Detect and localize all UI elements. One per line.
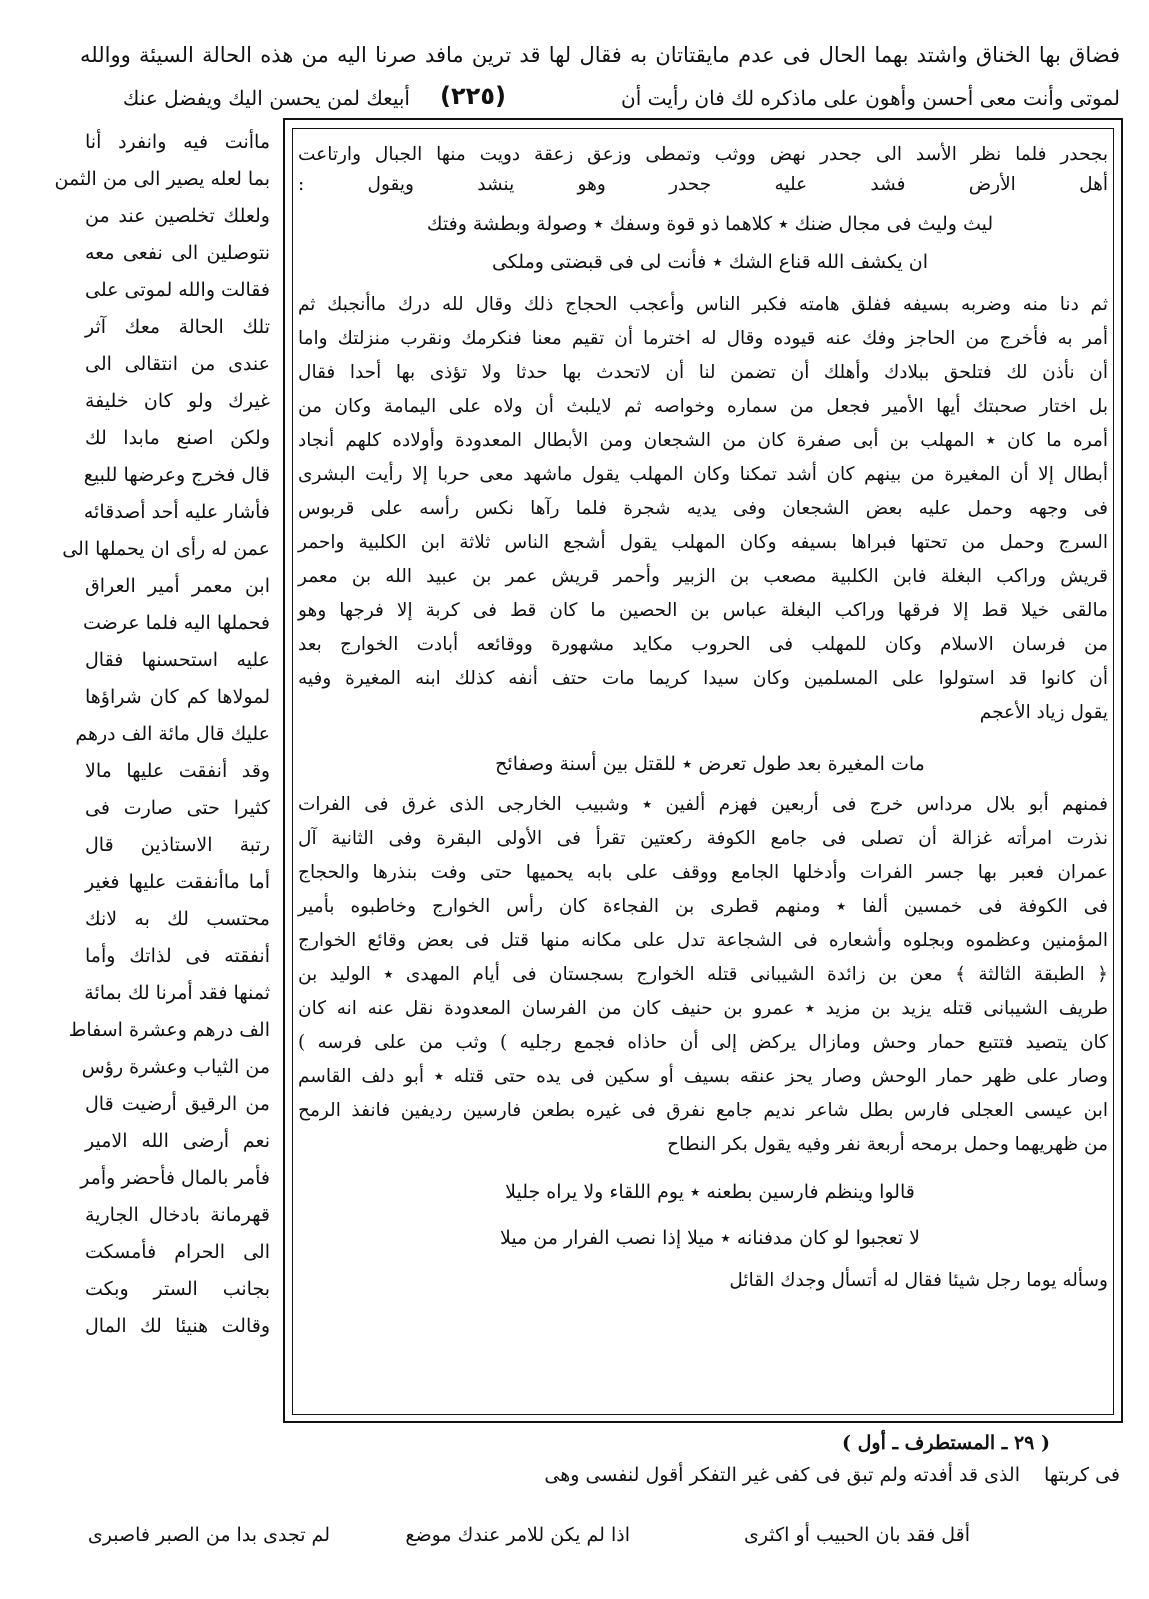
frame-line: ابن عيسى العجلى فارس بطل شاعر نديم جامع نفرق فى غيره بطعن فارسين رديفين فانفذ الرمح [298, 1100, 1108, 1121]
footer-verse: اذا لم يكن للامر عندك موضع [405, 1524, 630, 1546]
footer-verse: أقل فقد بان الحبيب أو اكثرى [744, 1524, 970, 1546]
column-line: فحملها اليه فلما عرضت [82, 612, 270, 634]
column-line: من الثياب وعشرة رؤس [81, 1056, 270, 1078]
verse-line: ليث وليث فى مجال ضنك ٭ كلاهما ذو قوة وسفك ٭ وصولة وبطشة وفتك [426, 213, 994, 235]
column-line: عمن له رأى ان يحملها الى [62, 538, 270, 560]
column-line: بجانب الستر وبكت [85, 1278, 270, 1300]
frame-line: فى الكوفة فى خمسين ألفا ٭ ومنهم قطرى بن الفجاءة كان رأس الخوارج وخاطبوه بأمير [298, 896, 1108, 917]
frame-line: أبطال إلا أن المغيرة من بينهم كان أشد تمكنا وكان المهلب يقول ماشهد معى حربا إلا رأيت البشرى [298, 464, 1108, 485]
column-line: أما ماأنفقت عليها فغير [85, 871, 270, 893]
frame-line: نذرت امرأته غزالة أن تصلى فى جامع الكوفة ركعتين تقرأ فى الأولى البقرة وفى الثانية آل [298, 828, 1108, 849]
page-number: (٢٢٥) [440, 82, 506, 110]
frame-line: فى وجهه وحمل عليه بعض الشجعان وفى يديه شجرة فلما رآها نكس رأسه على قربوس [298, 498, 1108, 519]
column-line: الى الحرام فأمسكت [85, 1241, 270, 1263]
frame-line: أن كانوا قد استولوا على المسلمين وكان سيدا كريما مات حتف أنفه كذلك ابنه المغيرة وفيه [298, 668, 1108, 689]
column-line: عليك قال مائة الف درهم [75, 723, 270, 745]
column-line: نعم أرضى الله الامير [85, 1130, 270, 1152]
column-line: كثيرا حتى صارت فى [85, 797, 270, 819]
column-line: لمولاها كم كان شراؤها [85, 686, 270, 708]
frame-line: وسأله يوما رجل شيئا فقال له أتسأل وجدك القائل [729, 1270, 1108, 1291]
frame-line: السرج وحمل من تحتها فبراها بسيفه وكان المهلب يقول أشجع الناس ثلاثة ابن الكلبية واحمر [298, 532, 1108, 553]
column-line: وقد أنفقت عليها مالا [85, 760, 270, 782]
frame-line: بجحدر فلما نظر الأسد الى جحدر نهض ووثب وتمطى وزعق زعقة دويت منها الجبال وارتاعت [298, 144, 1108, 165]
frame-line: بل اختار صحبتك أيها الأمير فجعل من سماره وخواصه ثم لايلبث أن ولاه على اليمامة وكان من [298, 396, 1108, 417]
verse-line: قالوا وينظم فارسين بطعنه ٭ يوم اللقاء ولا يراه جليلا [505, 1181, 915, 1203]
frame-line: طريف الشيبانى قتله يزيد بن مزيد ٭ عمرو بن حنيف كان من الفرسان المعدودة نقل عنه انه كان [298, 998, 1108, 1019]
running-text-line: فضاق بها الخناق واشتد بهما الحال فى عدم مايقتاتان به فقال لها قد ترين مافد صرنا اليه من هذه الحالة السيئة ووالله [80, 43, 1120, 67]
frame-line: وصار على ظهر حمار الوحش وصار يحز عنقه بسيف أو سكين فى يده حتى قتله ٭ أبو دلف القاسم [298, 1066, 1108, 1087]
frame-line: ﴿ الطبقة الثالثة ﴾ معن بن زائدة الشيبانى قتله الخوارج بسجستان فى أيام المهدى ٭ الوليد بن [298, 964, 1108, 985]
column-line: ولكن اصنع مابدا لك [85, 427, 270, 449]
frame-line: أهل الأرض فشد عليه جحدر وهو ينشد ويقول : [298, 174, 1108, 195]
column-line: عليه استحسنها فقال [85, 649, 270, 671]
frame-line: المؤمنين وعظموه وبجلوه وأشعاره فى الشجاعة تدل على مكانه منها قتل فى بعض وقائع الخوارج [298, 930, 1108, 951]
column-line: محتسب لك به لانك [85, 908, 270, 930]
column-line: غيرك ولو كان خليفة [85, 390, 270, 412]
frame-line: أمر به فأخرج من الحاجز وفك عنه قيوده وقال له اخترما أن تقيم معنا فنكرمك ونقرب منزلتك واما [298, 328, 1108, 349]
frame-line: كان يتصيد فتتبع حمار وحش ومازال يركض إلى أن حاذاه فجمع رجليه ) وثب من على فرسه ) [298, 1032, 1108, 1053]
column-line: بما لعله يصير الى من الثمن [54, 168, 270, 190]
column-line: تلك الحالة معك آثر [85, 316, 270, 338]
frame-line: من فرسان الاسلام وكان للمهلب فى الحروب مكايد مشهورة ووقائعه أبادت الخوارج بعد [298, 634, 1108, 655]
running-text-line: أبيعك لمن يحسن اليك ويفضل عنك [122, 86, 410, 110]
frame-line: عمران فعبر بها جسر الفرات وأدخلها الجامع ووقف على بابه يحميها حتى وفت بنذرها والحجاج [298, 862, 1108, 883]
running-text-line: لموتى وأنت معى أحسن وأهون على ماذكره لك فان رأيت أن [621, 86, 1120, 110]
frame-line: ثم دنا منه وضربه بسيفه ففلق هامته فكبر الناس وأعجب الحجاج ذلك وقال لله درك ماأنجبك ثم [298, 294, 1108, 315]
frame-line: قريش وراكب البغلة فابن الكلبية مصعب بن الزبير وأحمر قريش عمر بن عبيد الله بن معمر [298, 566, 1108, 587]
column-line: فأشار عليه أحد أصدقائه [83, 501, 270, 523]
column-line: فقالت والله لموتى على [85, 279, 270, 301]
column-line: ماأنت فيه وانفرد أنا [85, 131, 270, 153]
frame-line: أن نأذن لك فتلحق ببلادك وأهلك أن تضمن لنا أن لاتحدث بها حدثا ولا تؤذى بها أحدا فقال [298, 362, 1108, 383]
column-line: قال فخرج وعرضها للبيع [83, 464, 270, 486]
frame-line: فمنهم أبو بلال مرداس خرج فى أربعين فهزم ألفين ٭ وشبيب الخارجى الذى غرق فى الفرات [298, 794, 1108, 815]
column-line: عندى من انتقالى الى [85, 353, 270, 375]
column-line: من الرقيق أرضيت قال [85, 1093, 270, 1115]
verse-line: مات المغيرة بعد طول تعرض ٭ للقتل بين أسنة وصفائح [495, 753, 925, 775]
column-line: نتوصلين الى نفعى معه [85, 242, 270, 264]
footer-verse: لم تجدى بدا من الصبر فاصبرى [87, 1524, 330, 1546]
footer-line: الذى قد أفدته ولم تبق فى كفى غير التفكر أقول لنفسى وهى [544, 1464, 1020, 1486]
verse-line: لا تعجبوا لو كان مدفنانه ٭ ميلا إذا نصب الفرار من ميلا [500, 1227, 920, 1249]
verse-line: ان يكشف الله قناع الشك ٭ فأنت لى فى قبضتى وملكى [491, 251, 929, 273]
column-line: ابن معمر أمير العراق [85, 575, 270, 597]
frame-line: يقول زياد الأعجم [979, 702, 1108, 723]
footer-line: فى كربتها [1043, 1464, 1120, 1486]
column-line: ولعلك تخلصين عند من [85, 205, 270, 227]
frame-line: أمره ما كان ٭ المهلب بن أبى صفرة كان من الشجعان ومن الأبطال المعدودة وأولاده كلهم أنجاد [298, 430, 1108, 451]
signature-mark: ( ٢٩ ـ المستطرف ـ أول ) [842, 1432, 1050, 1454]
column-line: أنفقته فى لذاتك وأما [85, 945, 270, 967]
column-line: وقالت هنيئا لك المال [85, 1315, 270, 1337]
column-line: رتبة الاستاذين قال [85, 834, 270, 856]
column-line: الف درهم وعشرة اسفاط [68, 1019, 270, 1041]
column-line: فأمر بالمال فأحضر وأمر [80, 1167, 270, 1189]
frame-line: مالقى خيلا قط إلا فرقها وراكب البغلة عباس بن الحصين ما كان قط فى كربة إلا فرجها وهو [298, 600, 1108, 621]
column-line: ثمنها فقد أمرنا لك بمائة [84, 982, 270, 1004]
frame-line: من ظهريهما وحمل برمحه أربعة نفر وفيه يقول بكر النطاح [667, 1134, 1108, 1155]
column-line: قهرمانة بادخال الجارية [85, 1204, 270, 1226]
